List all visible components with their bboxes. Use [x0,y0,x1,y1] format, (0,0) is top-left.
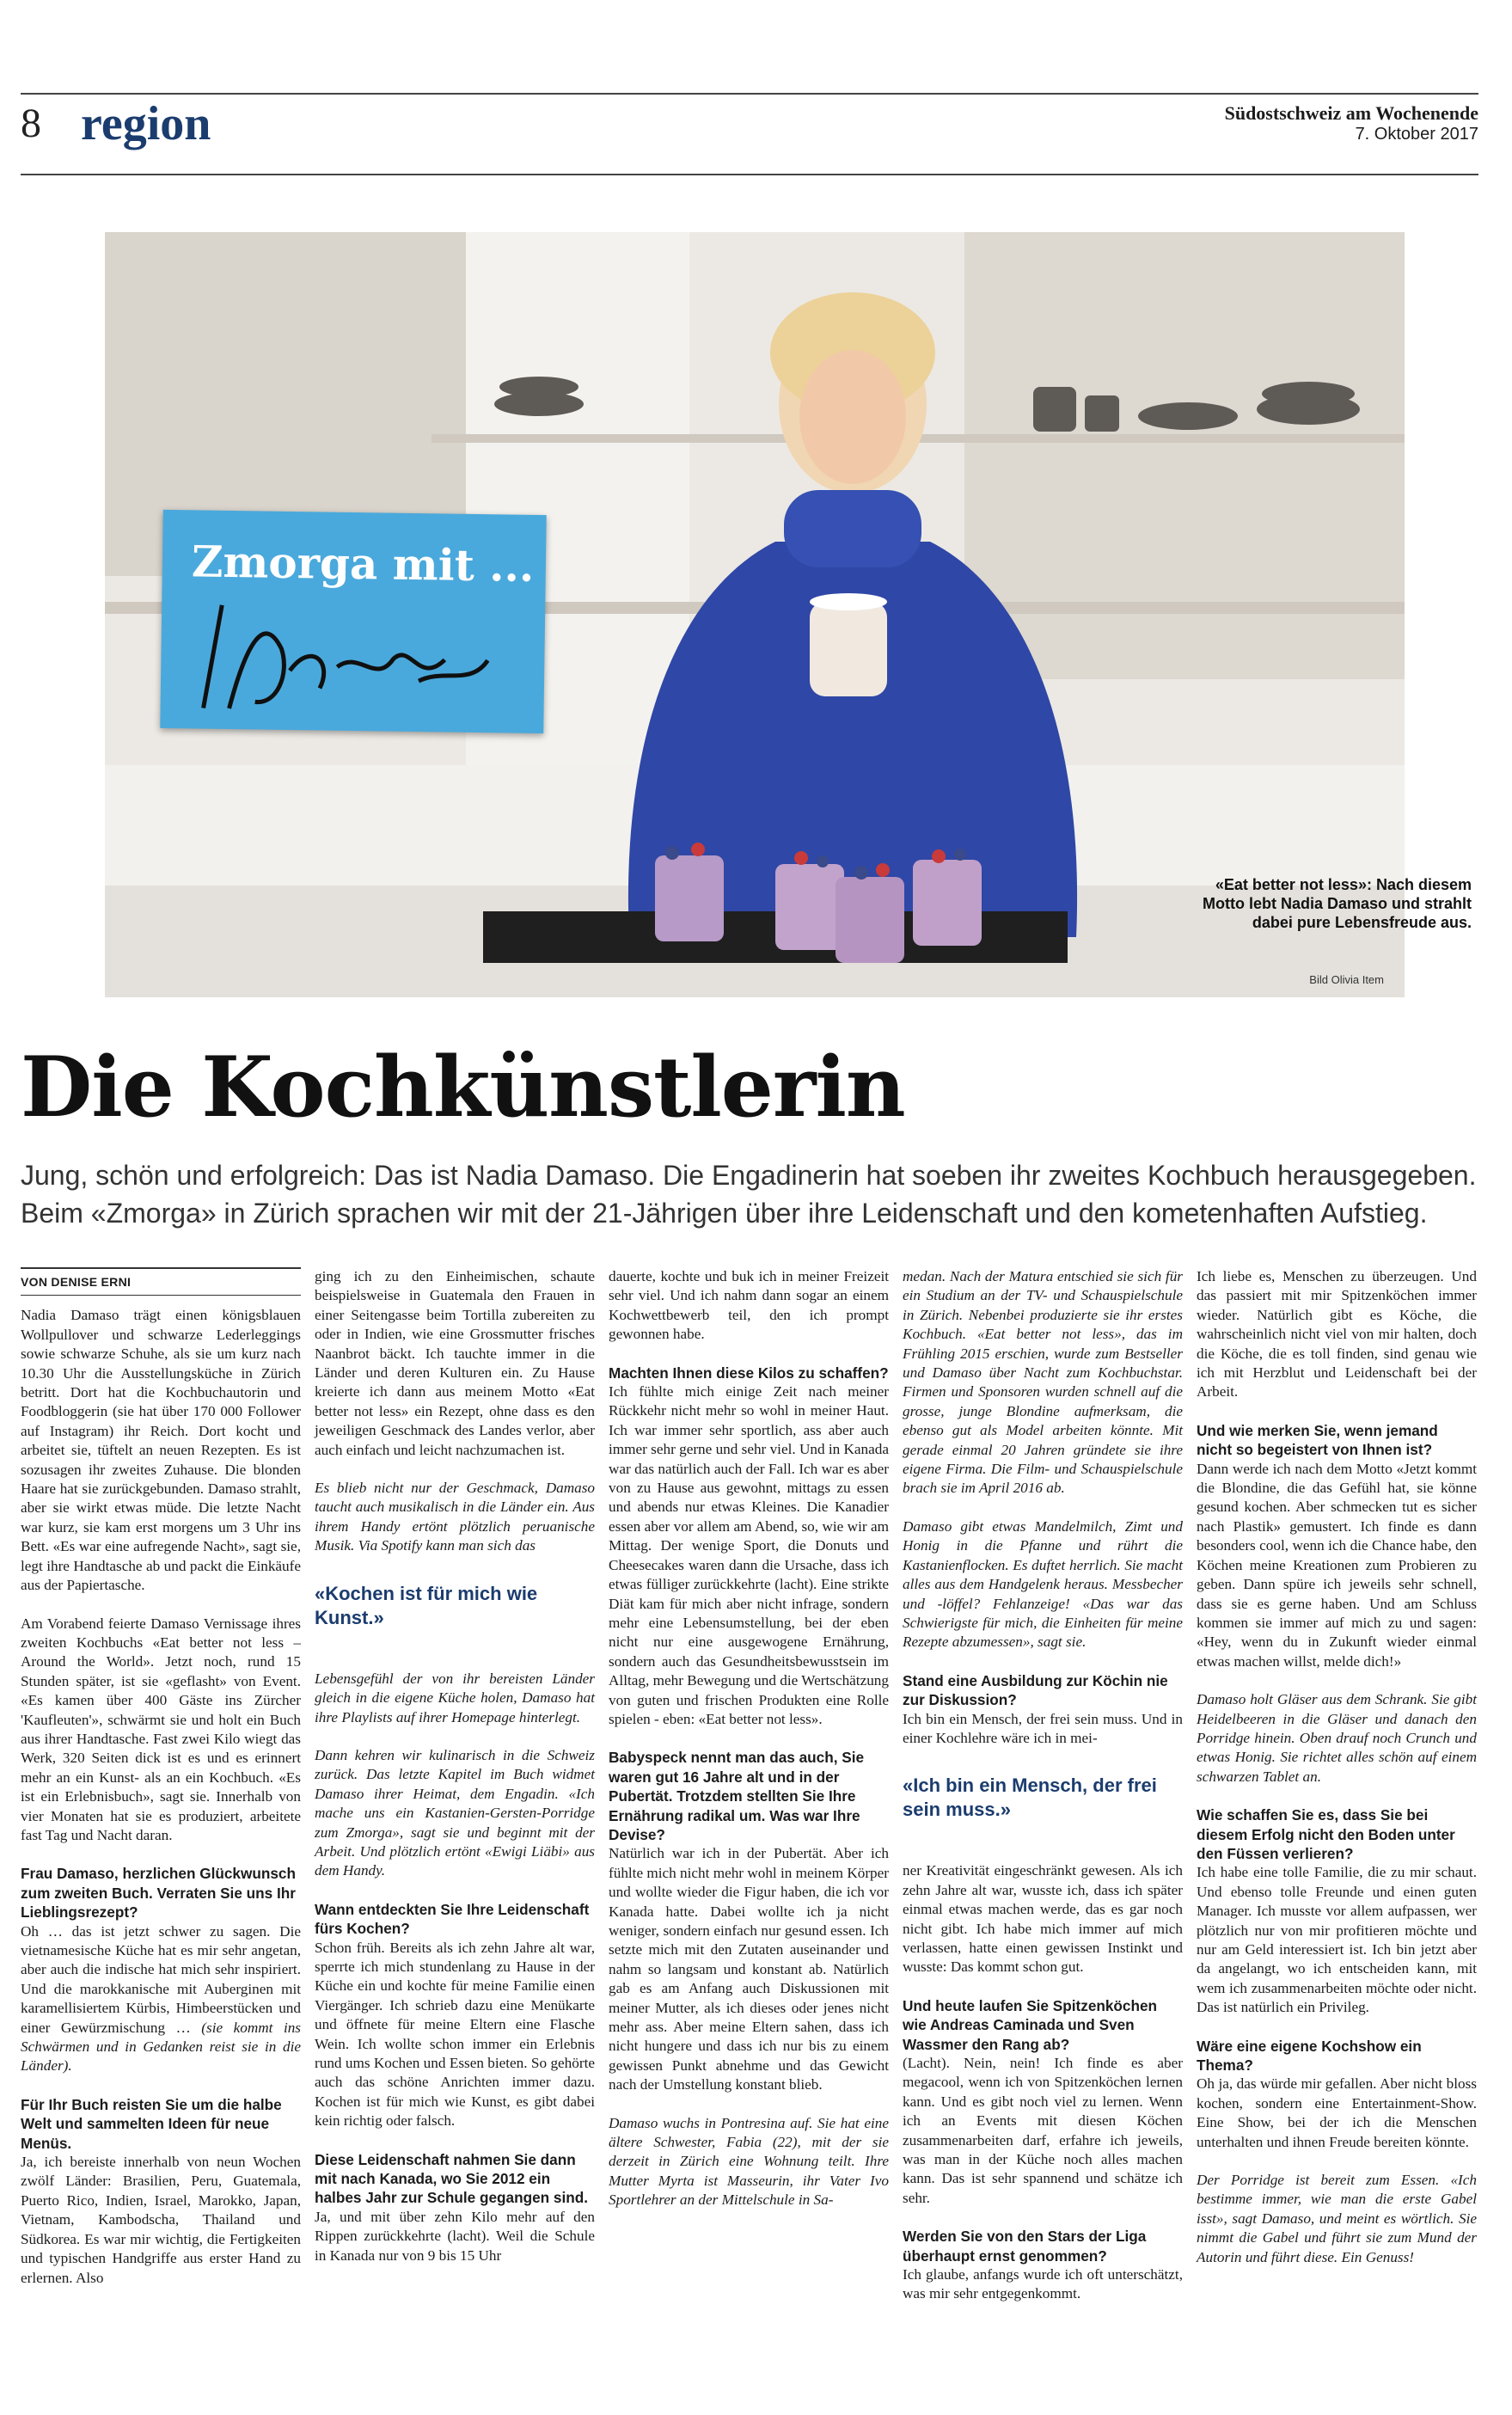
interview-answer: Ich glaube, anfangs wurde ich oft unterschätzt, was mir sehr entgegenkommt. [903,2266,1183,2302]
interview-answer: ner Kreativität eingeschränkt gewesen. Als ich zehn Jahre alt war, wusste ich, dass ich später einmal etwas machen werde, das es gar noch nicht gibt. Ich habe mich immer auf mich verlassen, hatte einen gewissen Instinkt und wusste: Das kommt schon gut. [903,1862,1183,1976]
italic-paragraph: Damaso wuchs in Pontresina auf. Sie hat eine ältere Schwester, Fabia (22), mit der sie derzeit in Zürich eine Wohnung teilt. Ihre Mutter Myrta ist Masseurin, ihr Vater Ivo Sportlehrer an der Mittelschule in Sa- [609,2114,889,2209]
interview-answer: Ich fühlte mich einige Zeit nach meiner Rückkehr nicht mehr so wohl in meiner Haut. Ich war immer sehr sportlich, ass aber auch immer sehr gerne und sehr viel. Und in Kanada war das natürlich auch der Fall. Ich war es aber von zu Hause aus gewohnt, mittags zu essen und abends nur etwas Kleines. Die Kanadier essen aber vor allem am Abend, so, wie wir am Mittag. Der wenige Sport, die Donuts und Cheesecakes waren dann die Ursache, dass ich etwas fülliger zurückkehrte (lacht). Eine strikte Diät kam für mich aber nicht infrage, sondern mehr eine Lebensumstellung, bei der eben nicht nur eine ausgewogene Ernährung, sondern auch das Gesundheitsbewusstsein im Alltag, mehr Bewegung und die Wertschätzung von guten und frischen Produkten eine Rolle spielen - eben: «Eat better not less». [609,1383,889,1727]
interview-answer: Dann werde ich nach dem Motto «Jetzt kommt die Blondine, die das Gefühl hat, sie könne gesund kochen. Aber schmecken tut es sicher nach Plastik» gemustert. Ich finde es dann besonders cool, wenn ich die Chance habe, den Köchen meine Kreationen zum Probieren zu geben. Dann spüre ich jeweils sehr schnell, dass sie es gerne haben. Und am Schluss kommen sie immer auf mich zu und sagen: «Hey, wenn du in Zukunft wieder einmal etwas machen willst, melde dich!» [1197,1460,1477,1670]
interview-question: Und heute laufen Sie Spitzenköchen wie Andreas Caminada und Sven Wassmer den Rang ab? [903,1996,1158,2053]
byline: VON DENISE ERNI [21,1267,301,1296]
article-lead: Jung, schön und erfolgreich: Das ist Nadia Damaso. Die Engadinerin hat soeben ihr zweites Kochbuch herausgegeben. Beim «Zmorga» in Zürich sprachen wir mit der 21-Jährigen über ihre Leidenschaft und den kometenhaften Aufstieg. [21,1160,1477,1229]
interview-answer: Schon früh. Bereits als ich zehn Jahre alt war, sperrte ich mich stundenlang zu Hause in der Küche ein und kochte für meine Familie einen Viergänger. Ich schrieb dazu eine Menükarte und öffnete für meine Eltern eine Flasche Wein. Ich wollte schon immer ein Erlebnis rund ums Kochen und Essen bieten. So gehörte auch das schöne Anrichten immer dazu. Kochen ist für mich wie Kunst, es gibt dabei kein richtig oder falsch. [315,1939,595,2130]
interview-answer: Ich bin ein Mensch, der frei sein muss. Und in einer Kochlehre wäre ich in mei- [903,1710,1183,1746]
paragraph: Ich liebe es, Menschen zu überzeugen. Und das passiert mit mir Spitzenköchen immer wieder. Natürlich gibt es Köche, die wahrscheinlich nicht viel von mir halten, doch die Köche, die es toll finden, sind genau wie ich mit Herzblut und Leidenschaft bei der Arbeit. [1197,1268,1477,1401]
italic-paragraph: Es blieb nicht nur der Geschmack, Damaso taucht auch musikalisch in die Länder ein. Aus ihrem Handy ertönt plötzlich peruanische Musik. Via Spotify kann man sich das [315,1480,595,1554]
interview-question: Für Ihr Buch reisten Sie um die halbe Welt und sammelten Ideen für neue Menüs. [21,2095,282,2152]
article-photo [105,232,1472,997]
italic-paragraph: Dann kehren wir kulinarisch in die Schweiz zurück. Das letzte Kapitel im Buch widmet Damaso ihrer Heimat, dem Engadin. «Ich mache uns ein Kastanien-Gersten-Porridge zum Zmorga», sagt sie und beginnt mit der Arbeit. Und plötzlich ertönt «Ewigi Liäbi» aus dem Handy. [315,1746,595,1879]
italic-paragraph: Damaso holt Gläser aus dem Schrank. Sie gibt Heidelbeeren in die Gläser und danach den Porridge hinein. Oben drauf noch Crunch und etwas Honig. Sie richtet alles schön auf einem schwarzen Tablet an. [1197,1691,1477,1785]
italic-paragraph: Lebensgefühl der von ihr bereisten Länder gleich in die eigene Küche holen, Damaso hat ihre Playlists auf ihrer Homepage hinterlegt. [315,1670,595,1725]
italic-paragraph: Damaso gibt etwas Mandelmilch, Zimt und Honig in die Pfanne und rührt die Kastanienflocken. Es duftet herrlich. Sie macht alles aus dem Handgelenk heraus. Messbecher und -löffel? Fehlanzeige! «Das war das Schwierigste für mich, die Einheiten für meine Rezepte abzumessen», sagt sie. [903,1517,1183,1651]
paragraph: ging ich zu den Einheimischen, schaute beispielsweise in Guatemala den Frauen in einer Seitengasse beim Tortilla zubereiten zu oder in Indien, wie eine Grossmutter frisches Naanbrot bäckt. Ich tauchte immer in die Länder und deren Kulturen ein. Zu Hause kreierte ich dann aus meinem Motto «Eat better not less» ein Rezept, ohne dass es den jeweiligen Geschmack des Landes verlor, aber auch einfach und leicht nachzumachen ist. [315,1268,595,1458]
paragraph: dauerte, kochte und buk ich in meiner Freizeit sehr viel. Und ich nahm dann sogar an einem Kochwettbewerb teil, den ich prompt gewonnen habe. [609,1268,889,1343]
interview-question: Wäre eine eigene Kochshow ein Thema? [1197,2037,1422,2075]
answer-italic-note: (sie kommt ins Schwärmen und in Gedanken reist sie in die Länder). [21,2019,301,2075]
interview-question: Stand eine Ausbildung zur Köchin nie zur Diskussion? [903,1671,1168,1709]
held-sign [160,510,547,733]
photo-caption: «Eat better not less»: Nach diesem Motto lebt Nadia Damaso und strahlt dabei pure Lebensfreude aus. [1202,876,1472,931]
interview-answer: Ja, und mit über zehn Kilo mehr auf den Rippen zurückkehrte (lacht). Weil die Schule in Kanada nur von 9 bis 15 Uhr [315,2208,595,2264]
answer-text: Oh … das ist jetzt schwer zu sagen. Die vietnamesische Küche hat es mir sehr angetan, aber auch die indische hat mich sehr inspiriert. Und die marokkanische mit Auberginen mit karamellisiertem Kürbis, Himbeerstücken und einer Gewürzmischung … [21,1922,301,2036]
interview-question: Babyspeck nennt man das auch, Sie waren gut 16 Jahre alt und in der Pubertät. Trotzdem stellten Sie Ihre Ernährung radikal um. Was war Ihre Devise? [609,1749,865,1843]
article-column-4 [903,1267,1183,2323]
article-column-1 [21,1267,301,2307]
interview-answer: Natürlich war ich in der Pubertät. Aber ich fühlte mich nicht mehr wohl in meinem Körper und wollte wieder die Figur haben, die ich vor Kanada hatte. Dabei wollte ich ja nicht weniger, sondern einfach nur gesund essen. Ich setzte mich mit den Zutaten auseinander und nahm so langsam und konstant ab. Natürlich gab es am Anfang auch Diskussionen mit meiner Mutter, als ich dieses oder jenes nicht mehr ass. Aber meine Eltern sahen, dass ich nicht hungere und dass ich nur bis zu einem gewissen Punkt abnehme und das Gewicht nach der Umstellung konstant blieb. [609,1845,890,2093]
interview-answer: Ich habe eine tolle Familie, die zu mir schaut. Und ebenso tolle Freunde und einen guten Manager. Ich musste vor allem aufpassen, wer plötzlich nur von mir profitieren möchte und nur am Geld interessiert ist. Ich bin jetzt aber da angelangt, wo ich entscheiden kann, mit wem ich zusammenarbeiten möchte oder nicht. Das ist natürlich ein Privileg. [1197,1864,1477,2016]
page-header [21,93,1478,175]
interview-question: Frau Damaso, herzlichen Glückwunsch zum zweiten Buch. Verraten Sie uns Ihr Lieblingsrezept? [21,1865,296,1922]
publication-info [1225,103,1478,144]
pull-quote: «Ich bin ein Mensch, der frei sein muss.» [903,1774,1157,1821]
page-number: 8 [21,101,41,146]
publication-name: Südostschweiz am Wochenende [1224,102,1478,124]
italic-paragraph: medan. Nach der Matura entschied sie sich für ein Studium an der TV- und Schauspielschule in Zürich. Nebenbei produzierte sie ihr erstes Kochbuch. «Eat better not less», das im Frühling 2015 erschien, wurde zum Bestseller und Damaso über Nacht zum Kochbuchstar. Firmen und Sponsoren wurden schnell auf die grosse, junge Blondine aufmerksam, die ebenso gut als Model arbeiten könnte. Mit gerade einmal 20 Jahren gründete sie ihre eigene Firma. Die Film- und Schauspielschule brach sie im April 2016 ab. [903,1268,1183,1497]
article-headline: Die Kochkünstlerin [21,1039,905,1136]
publication-date: 7. Oktober 2017 [1355,125,1478,144]
interview-answer [21,1922,301,2076]
paragraph: Am Vorabend feierte Damaso Vernissage ihres zweiten Kochbuchs «Eat better not less – Around the World». Jetzt noch, rund 15 Stunden später, ist sie «geflasht» von Event. «Es kamen über 400 Gäste ins Zürcher 'Kaufleuten'», schwärmt sie und holt ein Buch aus ihrer Handtasche. Fast zwei Kilo wiegt das Werk, 320 Seiten dick ist es und es erinnert mehr an ein Kunst- als an ein Kochbuch. «Es ist ein Erlebnisbuch», sagt sie. Innerhalb von vier Monaten hat sie es produziert, arbeitete fast Tag und Nacht daran. [21,1615,301,1843]
interview-question: Diese Leidenschaft nahmen Sie dann mit nach Kanada, wo Sie 2012 ein halbes Jahr zur Schule gegangen sind. [315,2150,589,2207]
paragraph: Nadia Damaso trägt einen königsblauen Wollpullover und schwarze Lederleggings sowie schwarze Schuhe, als sie um kurz nach 10.30 Uhr die Ausstellungsküche in Zürich betritt. Dort hat die Kochbuchautorin und Foodbloggerin (sie hat über 170 000 Follower auf Instagram) ihr Reich. Dort kocht und arbeitet sie, tüftelt an neuen Rezepten. Es ist sozusagen ihr zweites Zuhause. Die blonden Haare hat sie zurückgebunden. Damaso strahlt, aber sie wirkt etwas müde. Die letzte Nacht war kurz, sie kam erst morgens um 3 Uhr ins Bett. «Es war eine aufregende Nacht», sagt sie, legt ihre Handtasche ab und packt die Einkäufe aus der Papiertasche. [21,1307,301,1594]
interview-question: Werden Sie von den Stars der Liga überhaupt ernst genommen? [903,2228,1147,2265]
section-title: region [81,97,211,150]
article-column-5 [1197,1267,1477,2286]
interview-question: Und wie merken Sie, wenn jemand nicht so begeistert von Ihnen ist? [1197,1421,1438,1459]
interview-answer: Oh ja, das würde mir gefallen. Aber nicht bloss kochen, sondern eine Entertainment-Show. Eine Show, bei der ich die Menschen unterhalten und ihnen Freude bereiten könnte. [1197,2075,1477,2150]
interview-question: Wie schaffen Sie es, dass Sie bei diesem Erfolg nicht den Boden unter den Füssen verlieren? [1197,1806,1455,1862]
interview-question: Wann entdeckten Sie Ihre Leidenschaft fürs Kochen? [315,1900,590,1938]
article-column-3 [609,1267,889,2229]
sign-text: Zmorga mit ... [191,536,535,591]
pull-quote: «Kochen ist für mich wie Kunst.» [315,1582,538,1628]
italic-paragraph: Der Porridge ist bereit zum Essen. «Ich bestimme immer, wie man die erste Gabel isst», sagt Damaso, und meint es wörtlich. Sie nimmt die Gabel und führt sie zum Mund der Autorin und führt diese. Ein Genuss! [1197,2172,1477,2265]
interview-answer: Ja, ich bereiste innerhalb von neun Wochen zwölf Länder: Brasilien, Peru, Guatemala, Puerto Rico, Indien, Israel, Marokko, Japan, Vietnam, Kambodscha, Thailand und Südkorea. Es war mir wichtig, die Fertigkeiten und typischen Handgriffe aus erster Hand zu erlernen. Also [21,2154,301,2286]
photo-credit: Bild Olivia Item [1309,973,1384,986]
interview-question: Machten Ihnen diese Kilos zu schaffen? [609,1364,889,1382]
article-column-2 [315,1267,595,2284]
interview-answer: (Lacht). Nein, nein! Ich finde es aber megacool, wenn ich von Spitzenköchen lernen kann. Und es gibt noch viel zu lernen. Wenn ich an Events mit diesen Köchen zusammenarbeiten darf, erfahre ich jeweils, was man in der Küche noch alles machen kann. Das ist sehr spannend und schätze ich sehr. [903,2055,1183,2206]
signature-scribble [160,510,547,733]
